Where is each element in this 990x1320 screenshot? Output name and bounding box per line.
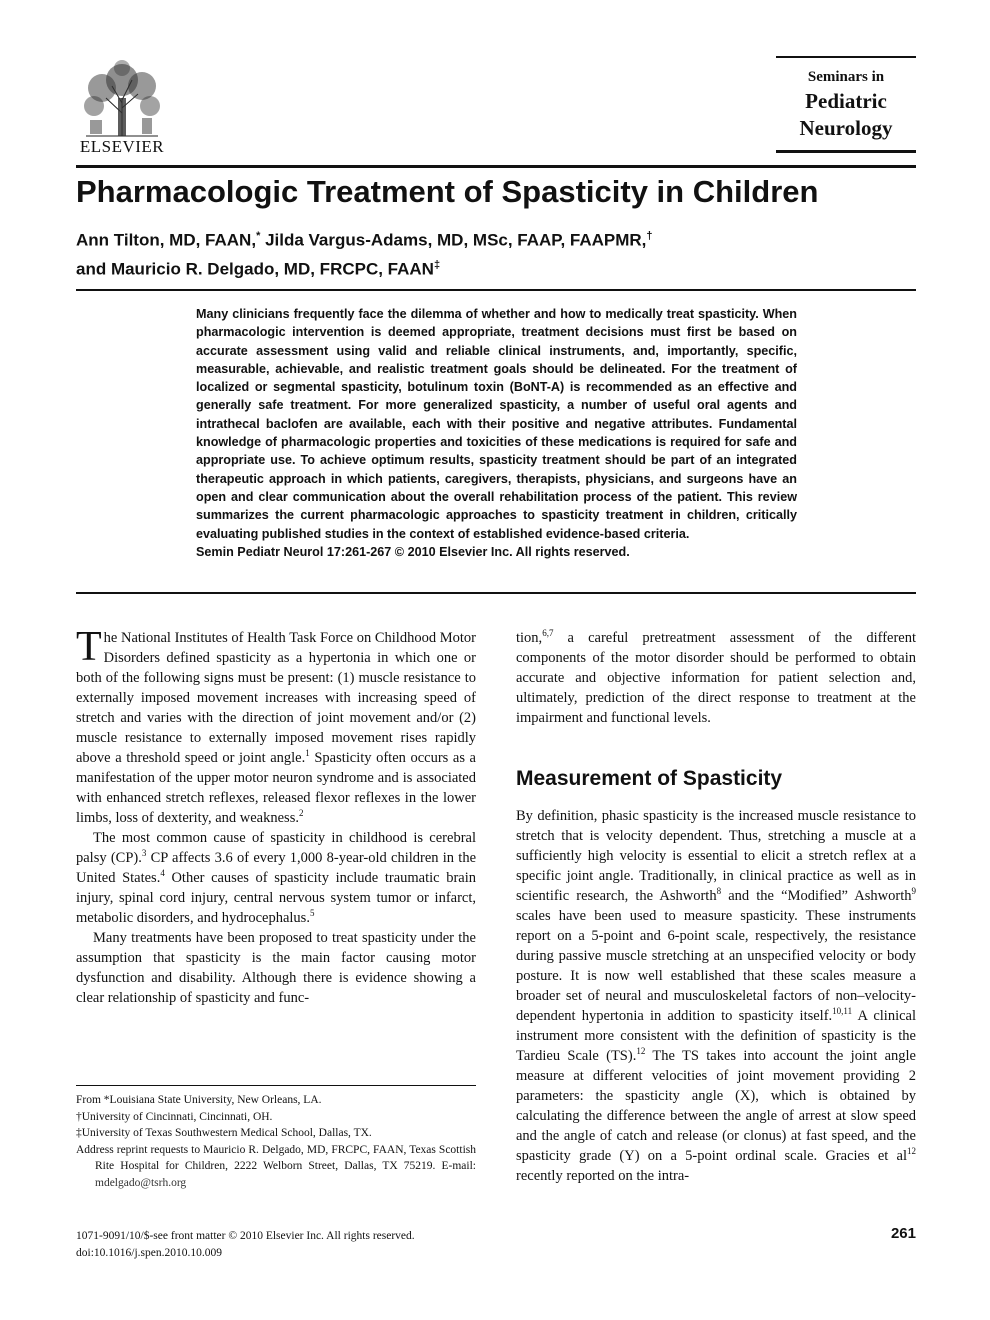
footnote-rule bbox=[76, 1085, 476, 1086]
text-run: and the “Modified” Ashworth bbox=[721, 888, 912, 904]
reference-link[interactable]: 6,7 bbox=[542, 628, 554, 639]
text-run: Other causes of spasticity include traumatic brain injury, spinal cord injury, central nervous system tumor or infarct, metabolic disorders, and hydrocephalus. bbox=[76, 870, 476, 926]
author-2: Jilda Vargus-Adams, MD, MSc, FAAP, FAAPMR, bbox=[260, 230, 647, 250]
paragraph bbox=[516, 628, 916, 728]
reference-link[interactable]: 3 bbox=[141, 848, 147, 859]
text-run: By definition, phasic spasticity is the increased muscle resistance to stretch that is velocity dependent. Thus, stretching a muscle at a sufficiently high velocity is essential to elicit a stretch reflex at a specific joint angle. Traditionally, in clinical practice as well as in scientific research, the Ashworth bbox=[516, 808, 916, 904]
footnotes bbox=[76, 1092, 476, 1191]
body-column-left bbox=[76, 624, 477, 1008]
text-run: scales have been used to measure spasticity. These instruments report on a 5-point and 6-point scale, respectively, the resistance during passive muscle stretching at an unspecified velocity or body posture. It is now well established that these scales measure a broader set of neural and musculoskeletal factors of non–velocity-dependent hypertonia in addition to spasticity itself. bbox=[516, 908, 916, 1024]
text-run: The most common cause of spasticity in childhood is cerebral palsy (CP). bbox=[76, 830, 476, 866]
correspondence-text: Address reprint requests to Mauricio R. Delgado, MD, FRCPC, FAAN, Texas Scottish Rite Hospital for Children, 2222 Welborn Street, Dallas, TX 75219. E-mail: bbox=[76, 1143, 476, 1172]
text-run: he National Institutes of Health Task Force on Childhood Motor Disorders defined spasticity as a hypertonia in which one or both of the following signs must be present: (1) muscle resistance to externally imposed movement increases with increasing speed of stretch and varies with the direction of joint movement and/or (2) muscle resistance to externally imposed movement rises rapidly above a threshold speed or joint angle. bbox=[76, 630, 476, 766]
reference-link[interactable]: 1 bbox=[305, 748, 310, 759]
reference-link[interactable]: 12 bbox=[907, 1146, 916, 1157]
text-run: Spasticity often occurs as a manifestation of the upper motor neuron syndrome and is associated with enhanced stretch reflexes, released flexor reflexes in the lower limbs, loss of dexterity, and weakness. bbox=[76, 750, 476, 826]
reference-link[interactable]: 5 bbox=[309, 908, 315, 919]
article-title: Pharmacologic Treatment of Spasticity in Children bbox=[76, 174, 819, 209]
text-run: tion, bbox=[516, 630, 543, 646]
doi-link[interactable]: doi:10.1016/j.spen.2010.10.009 bbox=[76, 1246, 222, 1259]
reference-link[interactable]: 12 bbox=[636, 1046, 646, 1057]
affiliation-footnote: ‡University of Texas Southwestern Medical School, Dallas, TX. bbox=[76, 1127, 372, 1139]
section-heading: Measurement of Spasticity bbox=[516, 767, 783, 790]
text-run: The TS takes into account the joint angle measure at different velocities of joint movement providing 2 parameters: the spasticity angle (X), which is obtained by calculating the difference between the angle of arrest at slow speed and the angle of catch and release (or clonus) at fast speed, and the spasticity grade (Y) on a 5-point ordinal scale. Gracies et al bbox=[516, 1048, 916, 1164]
paragraph bbox=[516, 806, 916, 1186]
issn-line: 1071-9091/10/$-see front matter © 2010 Elsevier Inc. All rights reserved. bbox=[76, 1230, 415, 1242]
journal-name-line3: Neurology bbox=[799, 116, 893, 140]
author-3-affiliation-mark: ‡ bbox=[433, 258, 441, 271]
reference-link[interactable]: 9 bbox=[911, 886, 916, 897]
reference-link[interactable]: 2 bbox=[298, 808, 304, 819]
drop-cap: T bbox=[76, 624, 102, 670]
masthead-bottom-rule bbox=[776, 150, 916, 153]
journal-name-line2: Pediatric bbox=[805, 89, 887, 113]
text-run: CP affects 3.6 of every 1,000 8-year-old children in the United States. bbox=[76, 850, 477, 886]
paragraph bbox=[76, 624, 476, 828]
author-1: Ann Tilton, MD, FAAN, bbox=[76, 230, 257, 250]
body-column-right bbox=[516, 628, 916, 1186]
header-rule bbox=[76, 165, 916, 168]
page-number: 261 bbox=[890, 1225, 916, 1242]
author-list bbox=[76, 224, 916, 281]
affiliation-footnote: From *Louisiana State University, New Orleans, LA. bbox=[76, 1094, 322, 1106]
abstract-citation: Semin Pediatr Neurol 17:261-267 © 2010 Elsevier Inc. All rights reserved. bbox=[196, 544, 630, 559]
text-run: a careful pretreatment assessment of the different components of the motor disorder should be performed to obtain accurate and objective information for patient selection and, ultimately, prediction of the direct response to treatment at the impairment and functional levels. bbox=[516, 630, 916, 726]
paragraph: Many treatments have been proposed to treat spasticity under the assumption that spasticity is the main factor causing motor dysfunction and disability. Although there is evidence showing a clear relationship of spasticity and func- bbox=[76, 930, 476, 1006]
author-1-affiliation-mark: * bbox=[256, 230, 261, 242]
publisher-wordmark: ELSEVIER bbox=[79, 137, 165, 156]
tree-icon bbox=[76, 58, 168, 138]
abstract-top-rule bbox=[76, 289, 916, 291]
reference-link[interactable]: 4 bbox=[160, 868, 165, 879]
journal-masthead bbox=[776, 56, 916, 153]
reference-link[interactable]: 10,11 bbox=[832, 1006, 853, 1017]
page-footer bbox=[76, 1228, 496, 1261]
abstract-bottom-rule bbox=[76, 592, 916, 594]
text-run: recently reported on the intra- bbox=[516, 1168, 690, 1184]
reference-link[interactable]: 8 bbox=[716, 886, 722, 897]
paragraph bbox=[76, 828, 476, 928]
author-3: and Mauricio R. Delgado, MD, FRCPC, FAAN bbox=[76, 259, 434, 279]
author-2-affiliation-mark: † bbox=[646, 230, 653, 242]
text-run: A clinical instrument more consistent with the definition of spasticity is the Tardieu Scale (TS). bbox=[516, 1008, 917, 1064]
email-link[interactable]: mdelgado@tsrh.org bbox=[95, 1176, 187, 1189]
abstract bbox=[196, 305, 797, 561]
journal-name-line1: Seminars in bbox=[807, 69, 885, 85]
correspondence-footnote bbox=[76, 1142, 476, 1192]
affiliation-footnote: †University of Cincinnati, Cincinnati, OH. bbox=[76, 1110, 273, 1123]
abstract-text: Many clinicians frequently face the dilemma of whether and how to medically treat spasticity. When pharmacologic intervention is deemed appropriate, treatment decisions must first be based on accurate assessment using valid and reliable clinical instruments, and, importantly, specific, measurable, achievable, and realistic treatment goals should be delineated. For the treatment of localized or segmental spasticity, botulinum toxin (BoNT-A) is recommended as an effective and generally safe treatment. For more generalized spasticity, a number of useful oral agents and intrathecal baclofen are available, each with their positive and negative attributes. Fundamental knowledge of pharmacologic properties and toxicities of these medications is required for safe and appropriate use. To achieve optimum results, spasticity treatment should be part of an integrated therapeutic approach in which patients, caregivers, therapists, physicians, and surgeons have an open and clear communication about the overall rehabilitation process of the patient. This review summarizes the current pharmacologic approaches to spasticity treatment in children, critically evaluating published studies in the context of established evidence-based criteria. bbox=[196, 307, 797, 541]
masthead-top-rule bbox=[776, 56, 916, 58]
